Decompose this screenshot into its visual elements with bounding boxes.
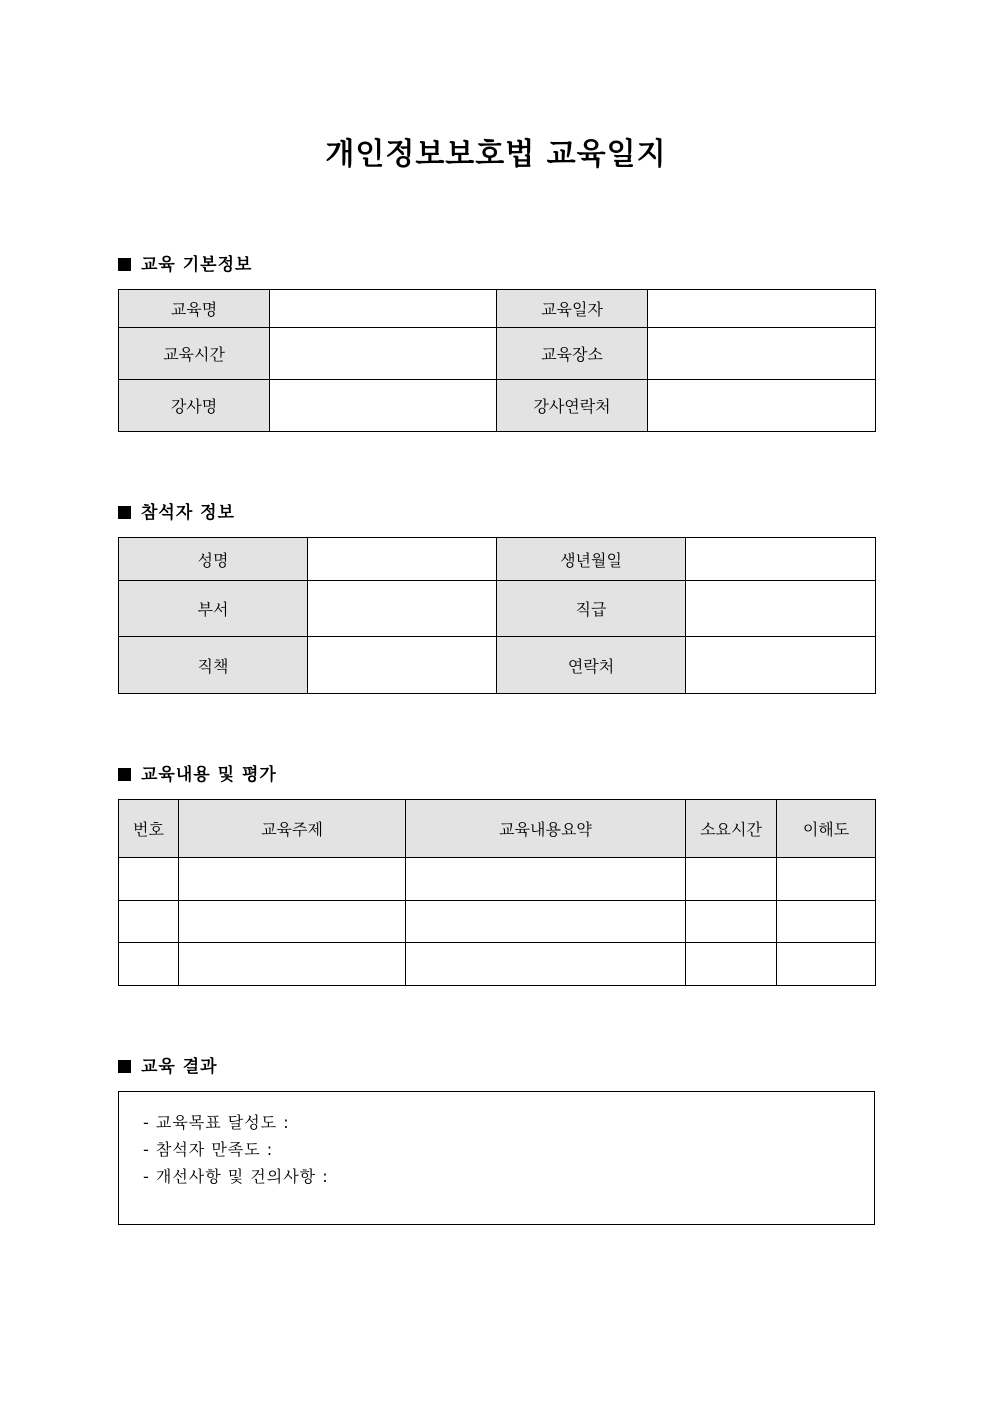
course-time-field[interactable]: [270, 328, 497, 380]
rank-field[interactable]: [686, 581, 876, 637]
section-heading-basic: [118, 253, 252, 277]
column-header-number: 번호: [119, 800, 179, 858]
section-heading-attendee: [118, 501, 235, 525]
summary-cell[interactable]: [406, 901, 686, 943]
understanding-cell[interactable]: [777, 943, 876, 986]
number-cell[interactable]: [119, 858, 179, 901]
table-row: [119, 290, 876, 328]
section-heading-result: [118, 1055, 218, 1079]
topic-cell[interactable]: [179, 858, 406, 901]
label-department: 부서: [119, 581, 308, 637]
label-course-time: 교육시간: [119, 328, 270, 380]
label-contact: 연락처: [497, 637, 686, 694]
column-header-summary: 교육내용요약: [406, 800, 686, 858]
label-birthdate: 생년월일: [497, 538, 686, 581]
square-bullet-icon: [118, 258, 131, 271]
column-header-understanding: 이해도: [777, 800, 876, 858]
course-place-field[interactable]: [648, 328, 876, 380]
instructor-name-field[interactable]: [270, 380, 497, 432]
attendee-info-table: [118, 537, 876, 694]
course-date-field[interactable]: [648, 290, 876, 328]
square-bullet-icon: [118, 1060, 131, 1073]
label-rank: 직급: [497, 581, 686, 637]
label-course-date: 교육일자: [497, 290, 648, 328]
number-cell[interactable]: [119, 943, 179, 986]
result-box[interactable]: [118, 1091, 875, 1225]
label-course-place: 교육장소: [497, 328, 648, 380]
table-row: [119, 858, 876, 901]
contact-field[interactable]: [686, 637, 876, 694]
table-row: [119, 637, 876, 694]
summary-cell[interactable]: [406, 943, 686, 986]
section-heading-attendee-text: 참석자 정보: [141, 503, 236, 523]
table-header-row: [119, 800, 876, 858]
table-row: [119, 901, 876, 943]
instructor-contact-field[interactable]: [648, 380, 876, 432]
label-course-name: 교육명: [119, 290, 270, 328]
label-name: 성명: [119, 538, 308, 581]
table-row: [119, 538, 876, 581]
topic-cell[interactable]: [179, 901, 406, 943]
topic-cell[interactable]: [179, 943, 406, 986]
column-header-duration: 소요시간: [686, 800, 777, 858]
table-row: [119, 581, 876, 637]
result-attendee-satisfaction: - 참석자 만족도 :: [143, 1140, 274, 1159]
section-heading-content-text: 교육내용 및 평가: [141, 765, 277, 785]
result-improvements: - 개선사항 및 건의사항 :: [143, 1167, 329, 1186]
result-goal-achievement: - 교육목표 달성도 :: [143, 1113, 290, 1132]
table-row: [119, 943, 876, 986]
label-instructor-name: 강사명: [119, 380, 270, 432]
basic-info-table: [118, 289, 876, 432]
department-field[interactable]: [308, 581, 497, 637]
table-row: [119, 328, 876, 380]
column-header-topic: 교육주제: [179, 800, 406, 858]
birthdate-field[interactable]: [686, 538, 876, 581]
section-heading-basic-text: 교육 기본정보: [141, 255, 253, 275]
position-field[interactable]: [308, 637, 497, 694]
understanding-cell[interactable]: [777, 858, 876, 901]
name-field[interactable]: [308, 538, 497, 581]
table-row: [119, 380, 876, 432]
square-bullet-icon: [118, 506, 131, 519]
duration-cell[interactable]: [686, 901, 777, 943]
section-heading-content: [118, 763, 277, 787]
course-name-field[interactable]: [270, 290, 497, 328]
duration-cell[interactable]: [686, 943, 777, 986]
summary-cell[interactable]: [406, 858, 686, 901]
duration-cell[interactable]: [686, 858, 777, 901]
section-heading-result-text: 교육 결과: [141, 1057, 218, 1077]
label-position: 직책: [119, 637, 308, 694]
understanding-cell[interactable]: [777, 901, 876, 943]
content-evaluation-table: [118, 799, 876, 986]
number-cell[interactable]: [119, 901, 179, 943]
square-bullet-icon: [118, 768, 131, 781]
page-title: 개인정보보호법 교육일지: [325, 137, 667, 172]
label-instructor-contact: 강사연락처: [497, 380, 648, 432]
